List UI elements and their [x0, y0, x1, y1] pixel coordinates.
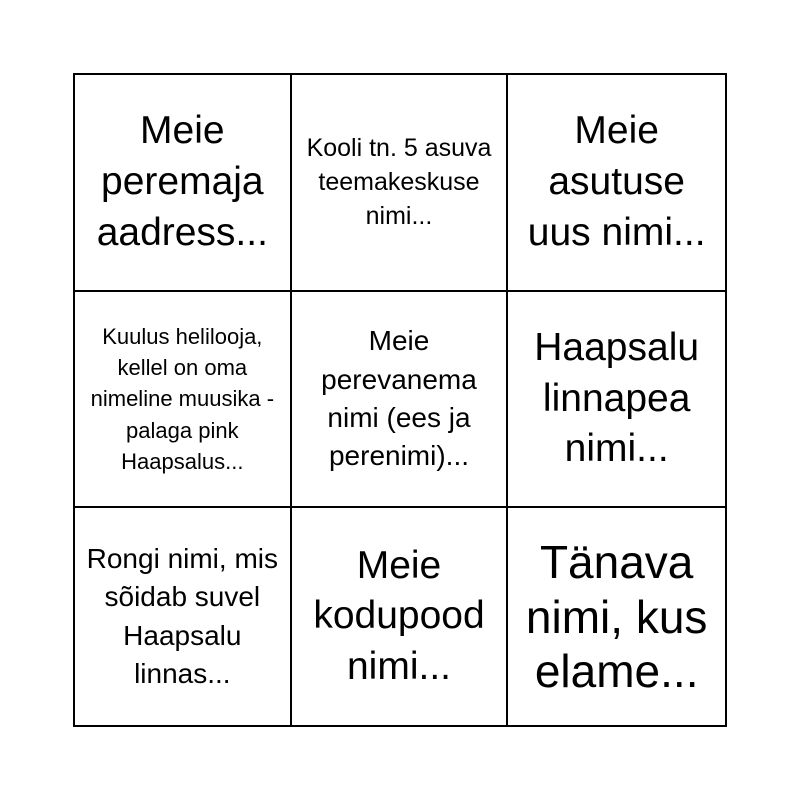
bingo-cell-text: Rongi nimi, mis sõidab suvel Haapsalu linnas... — [86, 542, 279, 690]
bingo-cell[interactable] — [292, 75, 509, 292]
bingo-cell-text: Meie peremaja aadress... — [96, 109, 268, 254]
bingo-cell[interactable] — [75, 508, 292, 725]
bingo-cell[interactable] — [508, 508, 725, 725]
bingo-cell-text: Meie perevanema nimi (ees ja perenimi)... — [321, 325, 477, 472]
bingo-cell-text: Kuulus helilooja, kellel on oma nimeline muusika -palaga pink Haapsalus... — [90, 323, 275, 474]
bingo-cell[interactable] — [75, 75, 292, 292]
bingo-cell-text: Meie kodupood nimi... — [313, 543, 485, 688]
bingo-cell-text: Kooli tn. 5 asuva teemakeskuse nimi... — [306, 133, 492, 231]
bingo-board — [73, 73, 727, 727]
bingo-cell-text: Meie asutuse uus nimi... — [527, 109, 706, 254]
bingo-cell-text: Haapsalu linnapea nimi... — [534, 325, 700, 471]
bingo-cell[interactable] — [508, 292, 725, 509]
bingo-cell[interactable] — [292, 292, 509, 509]
bingo-cell-text: Tänava nimi, kus elame... — [525, 536, 708, 697]
bingo-cell[interactable] — [75, 292, 292, 509]
bingo-cell[interactable] — [292, 508, 509, 725]
bingo-cell[interactable] — [508, 75, 725, 292]
